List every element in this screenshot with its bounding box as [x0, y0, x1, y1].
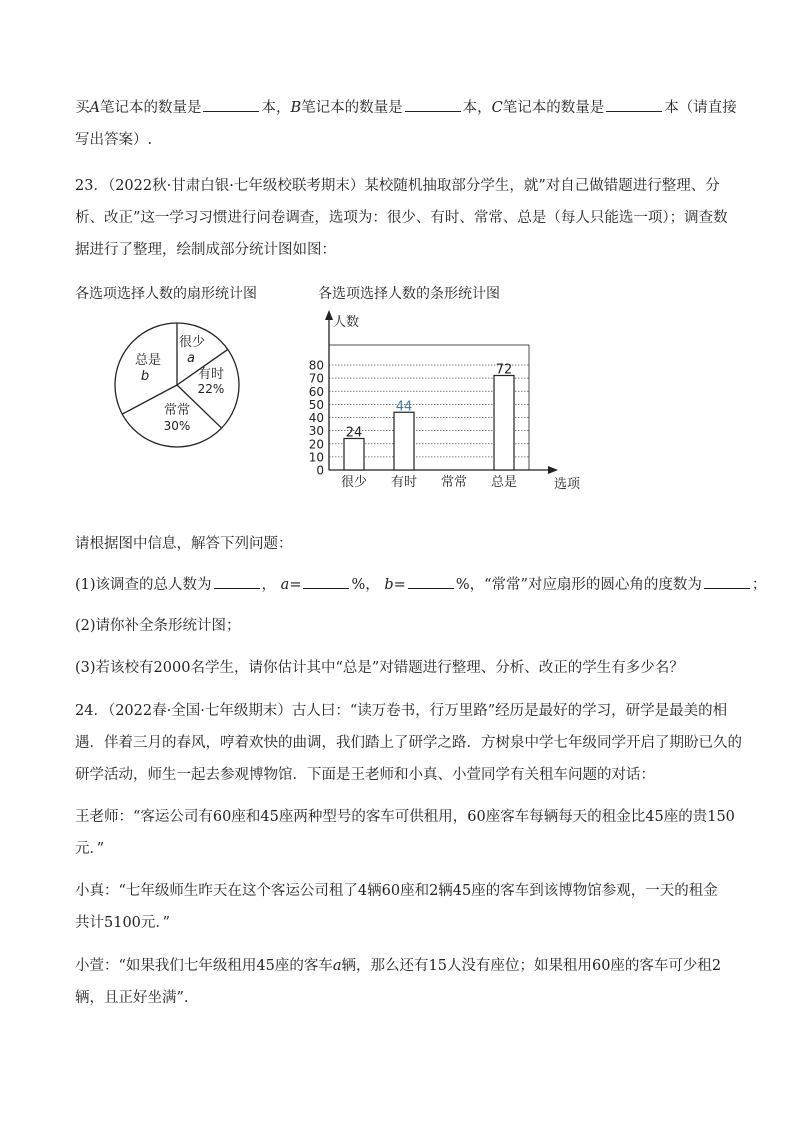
- pie-label-henshao: 很少: [178, 335, 206, 350]
- x-tick-label: 常常: [440, 475, 468, 490]
- text: %，: [351, 577, 380, 593]
- bar-title: 各选项选择人数的条形统计图: [318, 286, 500, 302]
- y-tick-label: 30: [308, 424, 324, 439]
- text: (1)该调查的总人数为: [75, 577, 212, 593]
- x-tick-label: 很少: [340, 475, 368, 490]
- pie-value-a: a: [187, 351, 195, 366]
- y-tick-label: 20: [308, 437, 324, 452]
- answer-blank: [704, 574, 750, 589]
- var-b: B: [290, 100, 302, 116]
- text: 本，: [261, 100, 291, 116]
- zhen-line-2: 共计5100元．”: [75, 915, 171, 931]
- bar-0: [344, 439, 364, 471]
- y-axis-label: 人数: [333, 315, 360, 330]
- text: %，“常常”对应扇形的圆心角的度数为: [455, 577, 702, 593]
- text: 笔记本的数量是: [502, 100, 605, 116]
- y-tick-label: 70: [308, 371, 324, 386]
- q24-line-2: 遇．伴着三月的春风，哼着欢快的曲调，我们踏上了研学之路．方树泉中学七年级同学开启了期盼已久的: [75, 735, 742, 751]
- var-c: C: [491, 100, 503, 116]
- q23-sub-3: (3)若该校有2000名学生，请你估计其中“总是”对错题进行整理、分析、改正的学生有多少名？: [75, 660, 684, 676]
- bar-3: [494, 376, 514, 471]
- var-a: a: [332, 958, 342, 974]
- teacher-line-2: 元．”: [75, 841, 105, 857]
- y-tick-label: 10: [308, 450, 324, 465]
- pie-value-b: b: [140, 369, 150, 384]
- text: ；: [751, 577, 767, 593]
- pie-value-22: 22%: [197, 382, 225, 396]
- pie-label-changchang: 常常: [163, 403, 191, 418]
- q24-line-1: 24．（2022春·全国·七年级期末）古人曰：“读万卷书，行万里路”经历是最好的学习，研学是最美的相: [75, 703, 728, 719]
- pie-chart: [115, 323, 239, 447]
- x-axis-label: 选项: [554, 477, 581, 492]
- y-tick-label: 50: [308, 397, 324, 412]
- bar-value-label: 72: [495, 362, 513, 378]
- text: 本（请直接: [664, 100, 737, 116]
- text: 笔记本的数量是: [301, 100, 403, 116]
- text: 小萱：“如果我们七年级租用45座的客车: [75, 958, 333, 974]
- q23-line-3: 据进行了整理，绘制成部分统计图如图：: [75, 242, 336, 258]
- x-tick-label: 总是: [490, 475, 518, 490]
- bar-1: [394, 412, 414, 470]
- equals: =: [289, 577, 302, 593]
- q23-line-1: 23．（2022秋·甘肃白银·七年级校联考期末）某校随机抽取部分学生，就”对自己做错题进行整理、分: [75, 178, 720, 194]
- text: ，: [261, 577, 277, 593]
- answer-blank: [606, 97, 662, 112]
- y-tick-label: 40: [308, 411, 324, 425]
- prev-line-1: [75, 97, 737, 118]
- zhen-line-1: 小真：“七年级师生昨天在这个客运公司租了4辆60座和2辆45座的客车到该博物馆参观，一天的租金: [75, 883, 718, 899]
- answer-blank: [214, 574, 260, 589]
- text: 辆，那么还有15人没有座位；如果租用60座的客车可少租2: [341, 958, 722, 974]
- answer-blank: [203, 97, 259, 112]
- q24-line-3: 研学活动，师生一起去参观博物馆．下面是王老师和小真、小萱同学有关租车问题的对话：: [75, 767, 655, 783]
- pie-label-youshi: 有时: [197, 367, 225, 382]
- y-tick-label: 60: [308, 384, 324, 399]
- pie-title: 各选项选择人数的扇形统计图: [75, 286, 257, 302]
- x-tick-label: 有时: [390, 475, 418, 490]
- answer-blank: [405, 97, 461, 112]
- q23-sub-2: (2)请你补全条形统计图；: [75, 618, 241, 634]
- y-tick-label: 0: [316, 463, 324, 478]
- q23-line-2: 析、改正”这一学习习惯进行问卷调查，选项为：很少、有时、常常、总是（每人只能选一项）；调查数: [75, 210, 728, 226]
- y-tick-label: 80: [308, 358, 324, 373]
- answer-blank: [303, 574, 349, 589]
- charts-figure: [70, 280, 610, 500]
- x-axis-arrow: [548, 466, 558, 474]
- text: 本，: [462, 100, 492, 116]
- xuan-line-2: 辆，且正好坐满”.: [75, 990, 189, 1006]
- var-a: A: [89, 100, 100, 116]
- pie-label-zongshi: 总是: [134, 353, 162, 368]
- bar-value-label: 44: [395, 399, 413, 415]
- bar-value-label: 24: [345, 425, 363, 441]
- prev-line-2: 写出答案）.: [75, 132, 153, 148]
- equals: =: [393, 577, 406, 593]
- pie-value-30: 30%: [163, 419, 191, 433]
- y-axis-arrow: [325, 310, 333, 320]
- text: 笔记本的数量是: [99, 100, 202, 116]
- q23-prompt: 请根据图中信息，解答下列问题：: [75, 536, 293, 552]
- teacher-line-1: 王老师：“客运公司有60座和45座两种型号的客车可供租用，60座客车每辆每天的租金比45座的贵150: [75, 809, 735, 825]
- answer-blank: [408, 574, 454, 589]
- text: 买: [75, 100, 90, 116]
- xuan-line-1: [75, 956, 721, 976]
- q23-sub-1: [75, 574, 766, 595]
- var-a: a: [280, 577, 290, 593]
- bar-chart: [309, 310, 581, 492]
- var-b: b: [384, 577, 394, 593]
